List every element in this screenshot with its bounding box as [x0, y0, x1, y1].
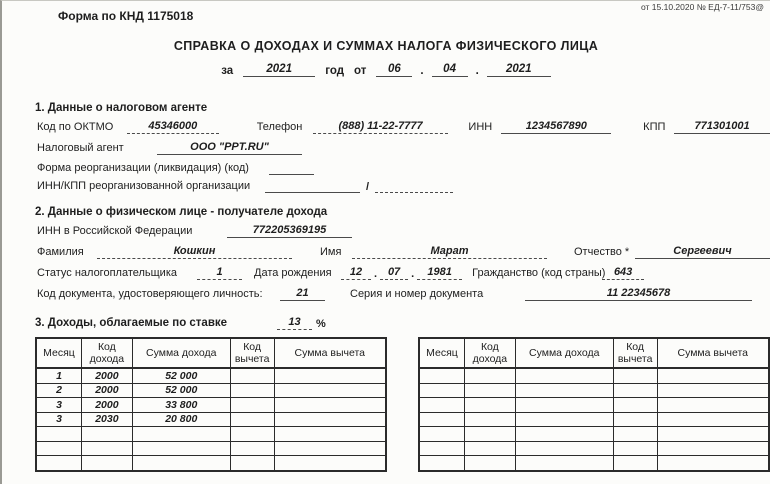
- table-row: [419, 383, 769, 398]
- col-month: Месяц: [419, 338, 465, 368]
- table-cell: [613, 368, 657, 383]
- table-cell: [274, 383, 386, 398]
- table-cell: 33 800: [132, 398, 230, 413]
- issue-month-value: 04: [432, 62, 468, 77]
- table-cell: [230, 383, 274, 398]
- table-cell: [230, 412, 274, 427]
- table-cell: [419, 398, 465, 413]
- table-header-row: [419, 338, 769, 368]
- table-cell: [132, 456, 230, 471]
- oktmo-value: 45346000: [127, 119, 219, 134]
- reorg-code-blank: [269, 161, 314, 175]
- table-cell: [465, 441, 516, 456]
- table-row: [419, 368, 769, 383]
- order-reference: от 15.10.2020 № ЕД-7-11/753@: [641, 2, 764, 12]
- citizenship-label: Гражданство (код страны): [472, 267, 606, 279]
- table-cell: 52 000: [132, 368, 230, 383]
- table-cell: 1: [36, 368, 82, 383]
- tax-rate-value: 13: [277, 315, 312, 330]
- table-cell: [230, 368, 274, 383]
- taxpayer-status-value: 1: [197, 265, 242, 280]
- income-table-right: [418, 337, 770, 472]
- reorg-label: Форма реорганизации (ликвидация) (код): [37, 162, 249, 174]
- oktmo-label: Код по ОКТМО: [37, 121, 114, 133]
- section2-title: 2. Данные о физическом лице - получателе дохода: [35, 206, 328, 218]
- table-cell: [613, 412, 657, 427]
- table-cell: [230, 441, 274, 456]
- percent-sign: %: [316, 318, 326, 330]
- table-cell: 2000: [82, 398, 133, 413]
- birth-month-value: 07: [380, 265, 408, 280]
- period-god-label: год: [325, 65, 344, 77]
- table-cell: 3: [36, 412, 82, 427]
- table-cell: [82, 456, 133, 471]
- document-row: [37, 286, 770, 301]
- reorg-inn-label: ИНН/КПП реорганизованной организации: [37, 180, 251, 192]
- table-cell: [419, 441, 465, 456]
- period-year-value: 2021: [243, 62, 315, 77]
- table-cell: [36, 441, 82, 456]
- table-cell: 3: [36, 398, 82, 413]
- table-row: [36, 383, 386, 398]
- table-cell: [613, 441, 657, 456]
- birth-year-value: 1981: [417, 265, 462, 280]
- table-cell: 2000: [82, 383, 133, 398]
- form-title: СПРАВКА О ДОХОДАХ И СУММАХ НАЛОГА ФИЗИЧЕСКОГО ЛИЦА: [173, 39, 599, 53]
- table-cell: [657, 456, 769, 471]
- table-cell: [419, 456, 465, 471]
- table-cell: [465, 398, 516, 413]
- table-row: [419, 427, 769, 442]
- doc-series-label: Серия и номер документа: [350, 288, 484, 300]
- taxpayer-status-label: Статус налогоплательщика: [37, 267, 178, 279]
- table-cell: [613, 427, 657, 442]
- col-deduction-code: Код вычета: [613, 338, 657, 368]
- section1-title: 1. Данные о налоговом агенте: [35, 102, 208, 114]
- table-cell: [657, 383, 769, 398]
- table-cell: [36, 427, 82, 442]
- doc-code-value: 21: [280, 286, 325, 301]
- agent-kpp-value: 771301001: [674, 119, 770, 134]
- agent-codes-row: [37, 119, 770, 134]
- table-row: [36, 412, 386, 427]
- table-cell: [515, 427, 613, 442]
- table-header-row: [36, 338, 386, 368]
- birth-date-label: Дата рождения: [254, 267, 332, 279]
- table-cell: [230, 427, 274, 442]
- table-cell: [419, 412, 465, 427]
- table-row: [36, 456, 386, 471]
- date-separator: .: [475, 65, 479, 77]
- table-cell: [132, 441, 230, 456]
- patronymic-label: Отчество *: [574, 246, 630, 258]
- col-deduction-sum: Сумма вычета: [274, 338, 386, 368]
- doc-series-value: 11 22345678: [525, 286, 752, 301]
- name-value: Марат: [352, 244, 547, 259]
- reorg-form-row: [37, 161, 770, 175]
- table-cell: [515, 456, 613, 471]
- table-cell: [274, 456, 386, 471]
- table-cell: [465, 456, 516, 471]
- date-separator: .: [420, 65, 424, 77]
- table-cell: [230, 398, 274, 413]
- col-income-code: Код дохода: [465, 338, 516, 368]
- table-cell: 2030: [82, 412, 133, 427]
- table-cell: [36, 456, 82, 471]
- section3-title-row: [35, 315, 770, 330]
- date-separator: .: [374, 268, 378, 280]
- col-income-sum: Сумма дохода: [132, 338, 230, 368]
- table-cell: [82, 441, 133, 456]
- table-cell: [657, 398, 769, 413]
- agent-name-row: [37, 140, 770, 155]
- agent-inn-value: 1234567890: [501, 119, 611, 134]
- person-inn-value: 772205369195: [227, 223, 352, 238]
- citizenship-value: 643: [602, 265, 644, 280]
- table-row: [419, 412, 769, 427]
- table-row: [419, 456, 769, 471]
- col-income-code: Код дохода: [82, 338, 133, 368]
- table-cell: [613, 398, 657, 413]
- doc-code-label: Код документа, удостоверяющего личность:: [37, 288, 263, 300]
- form-knd-code: Форма по КНД 1175018: [58, 9, 194, 23]
- table-cell: [613, 456, 657, 471]
- agent-inn-label: ИНН: [468, 121, 493, 133]
- table-cell: [515, 441, 613, 456]
- income-table-left: [35, 337, 387, 472]
- reorg-kpp-blank: [375, 179, 453, 193]
- col-income-sum: Сумма дохода: [515, 338, 613, 368]
- table-cell: [132, 427, 230, 442]
- reorg-inn-blank: [265, 179, 360, 193]
- agent-name-value: ООО "PPT.RU": [157, 140, 302, 155]
- col-month: Месяц: [36, 338, 82, 368]
- table-row: [36, 368, 386, 383]
- table-cell: [465, 412, 516, 427]
- col-deduction-sum: Сумма вычета: [657, 338, 769, 368]
- reorg-inn-row: [37, 179, 770, 193]
- inn-kpp-separator: /: [366, 181, 370, 193]
- table-cell: [82, 427, 133, 442]
- table-cell: 2000: [82, 368, 133, 383]
- table-cell: 20 800: [132, 412, 230, 427]
- table-cell: [419, 383, 465, 398]
- person-inn-row: [37, 223, 770, 238]
- person-inn-label: ИНН в Российской Федерации: [37, 225, 193, 237]
- table-cell: [657, 441, 769, 456]
- table-cell: [515, 368, 613, 383]
- table-cell: [613, 383, 657, 398]
- period-za-label: за: [221, 65, 234, 77]
- table-row: [36, 427, 386, 442]
- phone-label: Телефон: [256, 121, 303, 133]
- birth-day-value: 12: [341, 265, 371, 280]
- table-cell: [274, 427, 386, 442]
- table-cell: [230, 456, 274, 471]
- table-cell: [465, 427, 516, 442]
- table-cell: [274, 441, 386, 456]
- table-cell: [657, 427, 769, 442]
- phone-value: (888) 11-22-7777: [313, 119, 449, 134]
- agent-label: Налоговый агент: [37, 142, 124, 154]
- table-cell: [657, 412, 769, 427]
- period-ot-label: от: [354, 65, 367, 77]
- table-cell: [419, 368, 465, 383]
- surname-value: Кошкин: [97, 244, 292, 259]
- table-cell: [274, 412, 386, 427]
- table-row: [36, 398, 386, 413]
- table-cell: [419, 427, 465, 442]
- date-separator: .: [411, 268, 415, 280]
- table-row: [36, 441, 386, 456]
- name-label: Имя: [320, 246, 342, 258]
- section3-title: 3. Доходы, облагаемые по ставке: [35, 317, 228, 329]
- table-cell: [657, 368, 769, 383]
- status-birth-row: [37, 265, 770, 280]
- income-tables: [35, 337, 770, 472]
- agent-kpp-label: КПП: [643, 121, 666, 133]
- table-cell: [274, 368, 386, 383]
- table-cell: [274, 398, 386, 413]
- person-name-row: [37, 244, 770, 259]
- table-cell: [515, 398, 613, 413]
- patronymic-value: Сергеевич: [635, 244, 770, 259]
- col-deduction-code: Код вычета: [230, 338, 274, 368]
- table-row: [419, 398, 769, 413]
- table-cell: [465, 383, 516, 398]
- table-cell: 52 000: [132, 383, 230, 398]
- table-cell: [465, 368, 516, 383]
- table-row: [419, 441, 769, 456]
- issue-day-value: 06: [376, 62, 412, 77]
- issue-year-value: 2021: [487, 62, 551, 77]
- table-cell: [515, 412, 613, 427]
- table-cell: [515, 383, 613, 398]
- surname-label: Фамилия: [37, 246, 84, 258]
- form-period-line: [2, 62, 770, 77]
- table-cell: 2: [36, 383, 82, 398]
